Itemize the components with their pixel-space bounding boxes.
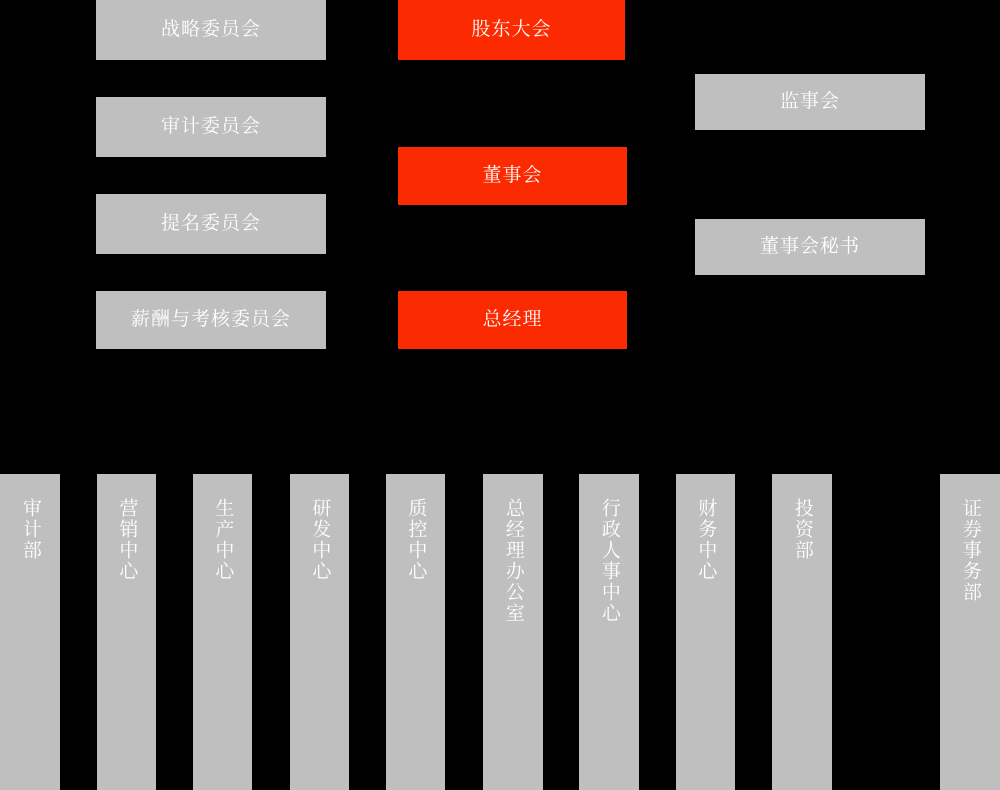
core-node-board-of-directors[interactable] (398, 147, 627, 205)
core-node-shareholders-meeting[interactable] (398, 0, 625, 60)
department-label: 证券事务部 (959, 498, 981, 603)
department-node[interactable] (0, 474, 60, 790)
core-node-general-manager[interactable] (398, 291, 627, 349)
side-node-supervisory-board[interactable] (695, 74, 925, 130)
department-node[interactable] (940, 474, 1000, 790)
department-node[interactable] (772, 474, 832, 790)
department-label: 财务中心 (695, 498, 717, 582)
department-node[interactable] (579, 474, 639, 790)
department-label: 投资部 (791, 498, 813, 561)
core-label: 股东大会 (471, 18, 552, 40)
department-node[interactable] (386, 474, 445, 790)
department-label: 行政人事中心 (598, 498, 620, 624)
committee-label: 薪酬与考核委员会 (130, 308, 291, 330)
core-label: 董事会 (482, 164, 543, 186)
department-node[interactable] (193, 474, 252, 790)
committee-node-audit[interactable] (96, 97, 326, 157)
core-label: 总经理 (482, 308, 543, 330)
committee-node-strategy[interactable] (96, 0, 326, 60)
department-label: 营销中心 (116, 498, 138, 582)
committee-label: 战略委员会 (160, 18, 261, 40)
committee-node-compensation[interactable] (96, 291, 326, 349)
department-label: 质控中心 (405, 498, 427, 582)
department-node[interactable] (97, 474, 156, 790)
department-label: 生产中心 (212, 498, 234, 582)
department-node[interactable] (290, 474, 349, 790)
department-label: 研发中心 (309, 498, 331, 582)
committee-label: 提名委员会 (160, 212, 261, 234)
department-node[interactable] (676, 474, 735, 790)
side-node-board-secretary[interactable] (695, 219, 925, 275)
side-label: 董事会秘书 (759, 235, 860, 257)
side-label: 监事会 (779, 90, 840, 112)
department-label: 总经理办公室 (502, 498, 524, 624)
department-node[interactable] (483, 474, 543, 790)
committee-node-nomination[interactable] (96, 194, 326, 254)
department-label: 审计部 (19, 498, 41, 561)
committee-label: 审计委员会 (160, 115, 261, 137)
